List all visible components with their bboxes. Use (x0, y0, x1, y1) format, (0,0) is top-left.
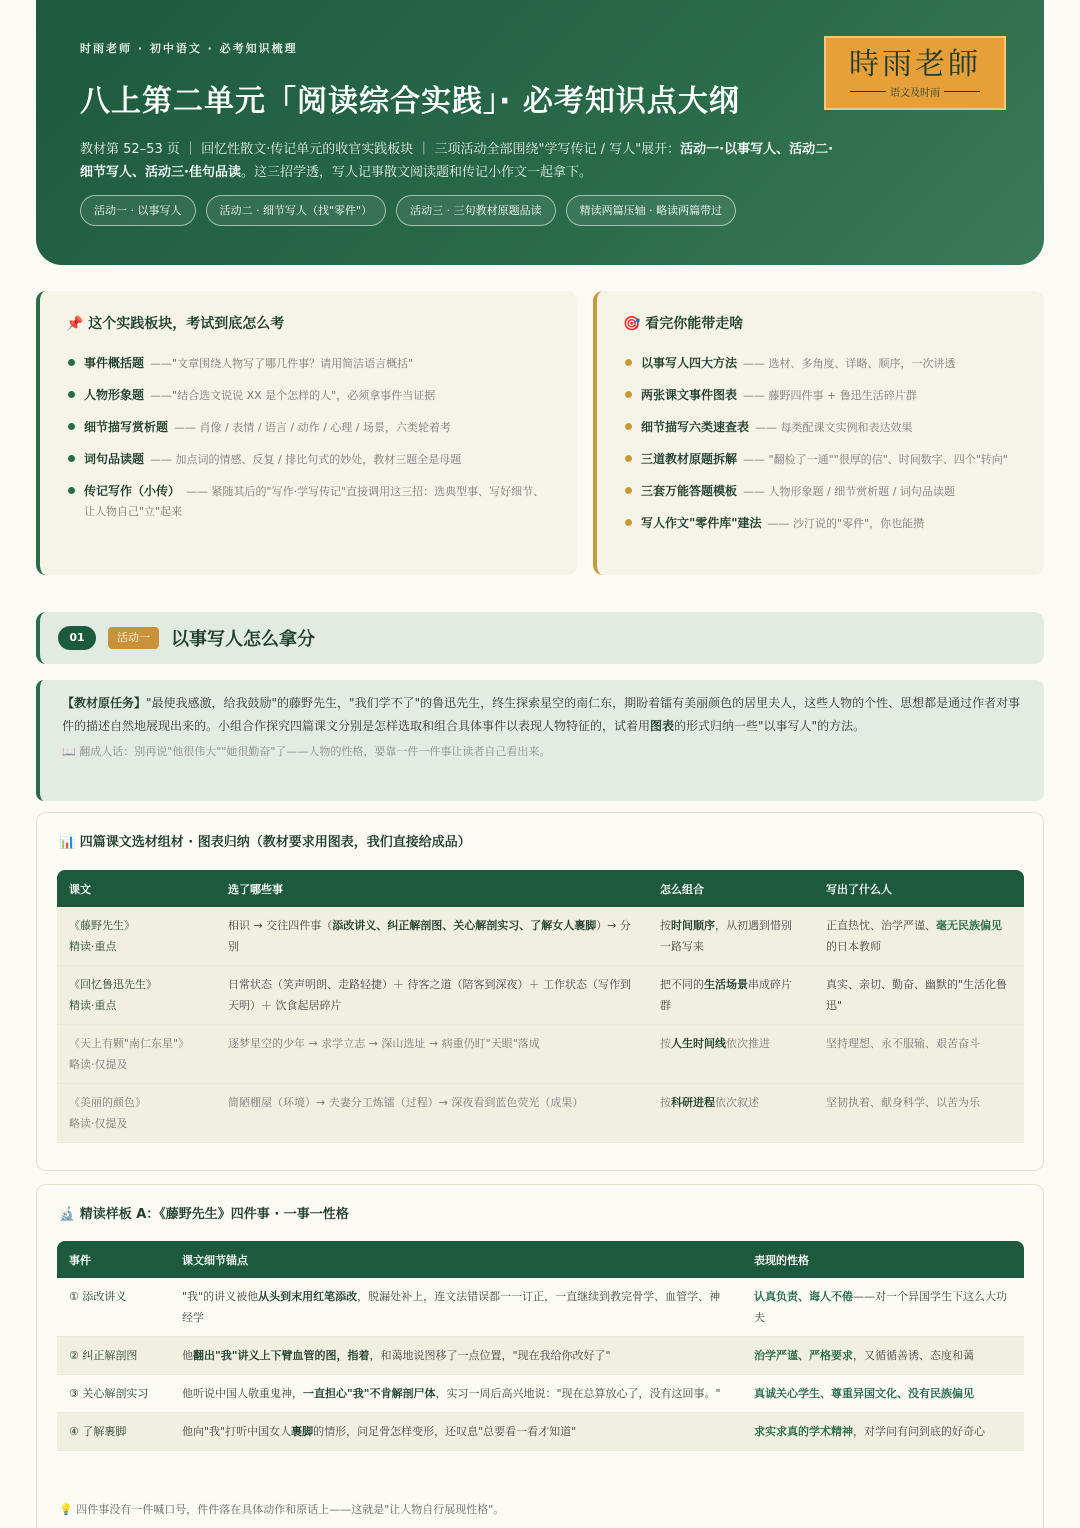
column-header: 选了哪些事 (216, 870, 648, 907)
cell-part: 把不同的 (660, 978, 704, 991)
table-row (57, 1337, 1024, 1375)
task-text (62, 692, 1022, 738)
cell-combo (648, 1084, 814, 1143)
cell-part: ，和蔼地说图移了一点位置，"现在我给你改好了" (369, 1349, 611, 1362)
item-label: 人物形象题 (84, 388, 145, 402)
cell-event: ④ 了解裹脚 (57, 1413, 170, 1451)
summary-table-card (36, 812, 1044, 1171)
hero-desc-highlight: 活动一·以事写人、活动二·细节写人、活动三·佳句品读 (80, 142, 834, 180)
cell-event: ③ 关心解剖实习 (57, 1375, 170, 1413)
cell-part: 相识 → 交往四件事（ (228, 919, 333, 932)
cell-events (216, 966, 648, 1025)
item-label: 以事写人四大方法 (641, 356, 738, 370)
task-body: "最使我感激，给我鼓励"的藤野先生，"我们学不了"的鲁迅先生，终生探索星空的南仁东，期盼着镭有美丽颜色的居里夫人，这些人物的个性、思想都是通过作者对事件的描述自然地展现出来的。小组合作探究四篇课文分别是怎样选取和组合具体事件以表现人物特征的，试着用 (62, 696, 1021, 733)
item-label: 两张课文事件图表 (641, 388, 738, 402)
item-text: —— 每类配课文实例和表达效果 (755, 421, 913, 434)
item-text: —— 加点词的情感、反复 / 排比句式的妙处，教材三题全是母题 (150, 453, 462, 466)
task-label: 【教材原任务】 (62, 696, 147, 710)
item-label: 写人作文"零件库"建法 (641, 516, 762, 530)
takeaway-card (593, 291, 1044, 575)
text-level: 略读·仅提及 (69, 1117, 128, 1130)
list-item (623, 353, 1022, 374)
table-row (57, 1025, 1024, 1084)
cell-highlight: 毫无民族偏见 (936, 919, 1002, 932)
cell-part: 他 (182, 1349, 193, 1362)
hero-eyebrow: 时雨老师 · 初中语文 · 必考知识梳理 (80, 42, 298, 55)
cell-text-name (57, 1084, 216, 1143)
exam-card-title: 📌 这个实践板块，考试到底怎么考 (66, 316, 285, 332)
page-title: 八上第二单元「阅读综合实践」· 必考知识点大纲 (80, 84, 740, 119)
text-level: 略读·仅提及 (69, 1058, 128, 1071)
item-label: 事件概括题 (84, 356, 145, 370)
cell-events (216, 1025, 648, 1084)
list-item (66, 449, 555, 470)
item-text: —— "翻检了一通""很厚的信"、时间数字、四个"转向" (743, 453, 1008, 466)
list-item (66, 385, 555, 406)
cell-part: 他向"我"打听中国女人 (182, 1425, 292, 1438)
cell-part: 日常状态（笑声明朗、走路轻捷）＋ 待客之道（陪客到深夜）＋ 工作状态（写作到天明）＋ 饮食起居碎片 (228, 978, 631, 1012)
item-text: —— 肖像 / 表情 / 语言 / 动作 / 心理 / 场景，六类轮着考 (174, 421, 452, 434)
column-header: 写出了什么人 (814, 870, 1024, 907)
cell-part: 他听说中国人敬重鬼神， (182, 1387, 303, 1400)
cell-events (216, 907, 648, 966)
chip-activity-2[interactable]: 活动二 · 细节写人（找"零件"） (206, 195, 387, 226)
text-name: 《美丽的颜色》 (69, 1096, 146, 1109)
cell-highlight: 治学严谨、严格要求 (754, 1349, 853, 1362)
cell-combo (648, 966, 814, 1025)
cell-part: 坚持理想、永不服输、艰苦奋斗 (826, 1037, 980, 1050)
cell-highlight: 时间顺序 (671, 919, 715, 932)
logo-subtitle-text: 语文及时雨 (890, 87, 940, 99)
logo-subtitle (850, 84, 980, 99)
sample-table-card (36, 1184, 1044, 1528)
item-label: 细节描写赏析题 (84, 420, 169, 434)
list-item (623, 449, 1022, 470)
cell-trait (742, 1337, 1024, 1375)
cell-highlight: 从头到末用红笔添改 (258, 1290, 358, 1303)
table-row (57, 1084, 1024, 1143)
exam-list (66, 353, 555, 533)
item-text: ——"文章围绕人物写了哪几件事？请用简洁语言概括" (150, 357, 414, 370)
item-label: 三道教材原题拆解 (641, 452, 738, 466)
cell-highlight: 真诚关心学生、尊重异国文化、没有民族偏见 (754, 1387, 974, 1400)
cell-combo (648, 907, 814, 966)
item-label: 细节描写六类速查表 (641, 420, 750, 434)
column-header: 表现的性格 (742, 1241, 1024, 1278)
plain-language-tip: 📖 翻成人话：别再说"他很伟大""她很勤奋"了——人物的性格，要靠一件一件事让读者自己看出来。 (62, 745, 551, 758)
item-text: —— 人物形象题 / 细节赏析题 / 词句品读题 (743, 485, 955, 498)
list-item (623, 417, 1022, 438)
cell-part: 简陋棚屋（环境）→ 夫妻分工炼镭（过程）→ 深夜看到蓝色荧光（成果） (228, 1096, 584, 1109)
list-item (66, 353, 555, 374)
table-row (57, 1278, 1024, 1337)
activity-chips (80, 195, 736, 226)
cell-text-name (57, 1025, 216, 1084)
cell-who (814, 1025, 1024, 1084)
item-text: —— 选材、多角度、详略、顺序，一次讲透 (743, 357, 956, 370)
list-item (66, 417, 555, 438)
hero-banner (36, 0, 1044, 265)
cell-part: ，对学问有问到底的好奇心 (853, 1425, 985, 1438)
exam-focus-card (36, 291, 577, 575)
cell-highlight: 翻出"我"讲义上下臂血管的图，指着 (193, 1349, 370, 1362)
cell-part: 的日本教师 (826, 940, 881, 953)
brand-logo (824, 36, 1006, 110)
cell-event: ② 纠正解剖图 (57, 1337, 170, 1375)
cell-part: 的情形，问足骨怎样变形，还叹息"总要看一看才知道" (313, 1425, 577, 1438)
cell-highlight: 认真负责、诲人不倦 (754, 1290, 853, 1303)
column-header: 课文细节锚点 (170, 1241, 742, 1278)
chip-activity-1[interactable]: 活动一 · 以事写人 (80, 195, 196, 226)
sample-table (57, 1241, 1024, 1451)
table-row (57, 1413, 1024, 1451)
cell-part: 真实、亲切、勤奋、幽默的"生活化鲁迅" (826, 978, 1008, 1012)
hero-desc-part: 教材第 52–53 页 ｜ 回忆性散文·传记单元的收官实践板块 ｜ 三项活动全部围绕"学写传记 / 写人"展开： (80, 142, 681, 157)
textbook-task (36, 680, 1044, 801)
item-label: 传记写作（小传） (84, 484, 181, 498)
item-label: 词句品读题 (84, 452, 145, 466)
text-level: 精读·重点 (69, 999, 117, 1012)
cell-events (216, 1084, 648, 1143)
list-item (623, 385, 1022, 406)
summary-table-title: 📊 四篇课文选材组材 · 图表归纳（教材要求用图表，我们直接给成品） (59, 835, 471, 850)
column-header: 课文 (57, 870, 216, 907)
cell-part: ，脱漏处补上，连文法错误都一一订正，一直继续到教完骨学、血管学、神经学 (182, 1290, 721, 1324)
cell-part: 按 (660, 1037, 671, 1050)
section-number: 01 (58, 626, 96, 650)
cell-trait (742, 1375, 1024, 1413)
item-text: —— 沙汀说的"零件"，你也能攒 (767, 517, 925, 530)
hero-description (80, 138, 840, 184)
section-header (36, 612, 1044, 664)
cell-detail (170, 1413, 742, 1451)
sample-table-title: 🔬 精读样板 A：《藤野先生》四件事 · 一事一性格 (59, 1207, 349, 1222)
cell-part: 坚韧执着、献身科学、以苦为乐 (826, 1096, 980, 1109)
cell-combo (648, 1025, 814, 1084)
column-header: 事件 (57, 1241, 170, 1278)
cell-part: 按 (660, 919, 671, 932)
cell-who (814, 907, 1024, 966)
task-body-end: 的形式归纳一些"以事写人"的方法。 (674, 719, 866, 733)
cell-part: 按 (660, 1096, 671, 1109)
cell-detail (170, 1375, 742, 1413)
table-row (57, 907, 1024, 966)
table-row (57, 966, 1024, 1025)
column-header: 怎么组合 (648, 870, 814, 907)
cell-highlight: 裹脚 (291, 1425, 314, 1438)
cell-who (814, 1084, 1024, 1143)
section-title: 以事写人怎么拿分 (171, 629, 315, 650)
cell-highlight: 生活场景 (704, 978, 748, 991)
cell-highlight: 一直担心"我"不肯解剖尸体 (303, 1387, 436, 1400)
cell-part: 逐梦星空的少年 → 求学立志 → 深山选址 → 病重仍盯"天眼"落成 (228, 1037, 540, 1050)
takeaway-list (623, 353, 1022, 545)
text-name: 《藤野先生》 (69, 919, 135, 932)
cell-part: 正直热忱、治学严谨、 (826, 919, 936, 932)
cell-detail (170, 1278, 742, 1337)
cell-part: 串成碎片群 (660, 978, 792, 1012)
takeaway-card-title: 🎯 看完你能带走啥 (623, 316, 744, 332)
text-name: 《回忆鲁迅先生》 (69, 978, 157, 991)
section-tag: 活动一 (108, 627, 159, 649)
list-item (623, 513, 1022, 534)
cell-highlight: 求实求真的学术精神 (754, 1425, 853, 1438)
cell-detail (170, 1337, 742, 1375)
cell-part: ）→ 分别 (228, 919, 631, 953)
cell-part: ——对一个异国学生下这么大功夫 (754, 1290, 1007, 1324)
cell-text-name (57, 966, 216, 1025)
task-keyword: 图表 (650, 719, 675, 733)
list-item (623, 481, 1022, 502)
item-label: 三套万能答题模板 (641, 484, 738, 498)
chip-activity-3[interactable]: 活动三 · 三句教材原题品读 (396, 195, 556, 226)
text-name: 《天上有颗"南仁东星"》 (69, 1037, 190, 1050)
cell-part: ，又循循善诱、态度和蔼 (853, 1349, 974, 1362)
summary-note: 💡 四件事没有一件喊口号，件件落在具体动作和原话上——这就是"让人物自行展现性格"。 (59, 1503, 505, 1516)
cell-part: ，实习一周后高兴地说："现在总算放心了，没有这回事。" (435, 1387, 721, 1400)
list-item (66, 481, 555, 522)
cell-trait (742, 1278, 1024, 1337)
cell-part: ，从初遇到惜别一路写来 (660, 919, 792, 953)
cell-highlight: 人生时间线 (671, 1037, 726, 1050)
cell-part: 依次推进 (726, 1037, 770, 1050)
summary-table (57, 870, 1024, 1143)
cell-event: ① 添改讲义 (57, 1278, 170, 1337)
cell-highlight: 科研进程 (671, 1096, 715, 1109)
text-level: 精读·重点 (69, 940, 117, 953)
item-text: —— 藤野四件事 + 鲁迅生活碎片群 (743, 389, 917, 402)
item-text: ——"结合选文说说 XX 是个怎样的人"，必须拿事件当证据 (150, 389, 436, 402)
cell-text-name (57, 907, 216, 966)
cell-part: "我"的讲义被他 (182, 1290, 259, 1303)
cell-trait (742, 1413, 1024, 1451)
item-text: —— 紧随其后的"写作·学写传记"直接调用这三招：选典型事、写好细节、让人物自己"立"起来 (84, 485, 545, 518)
cell-part: 依次叙述 (715, 1096, 759, 1109)
cell-who (814, 966, 1024, 1025)
logo-text: 時雨老師 (849, 46, 981, 82)
cell-highlight: 添改讲义、纠正解剖图、关心解剖实习、了解女人裹脚 (332, 919, 597, 932)
table-row (57, 1375, 1024, 1413)
hero-desc-part: 。这三招学透，写人记事散文阅读题和传记小作文一起拿下。 (240, 165, 592, 180)
chip-reading-scope[interactable]: 精读两篇压轴 · 略读两篇带过 (566, 195, 737, 226)
